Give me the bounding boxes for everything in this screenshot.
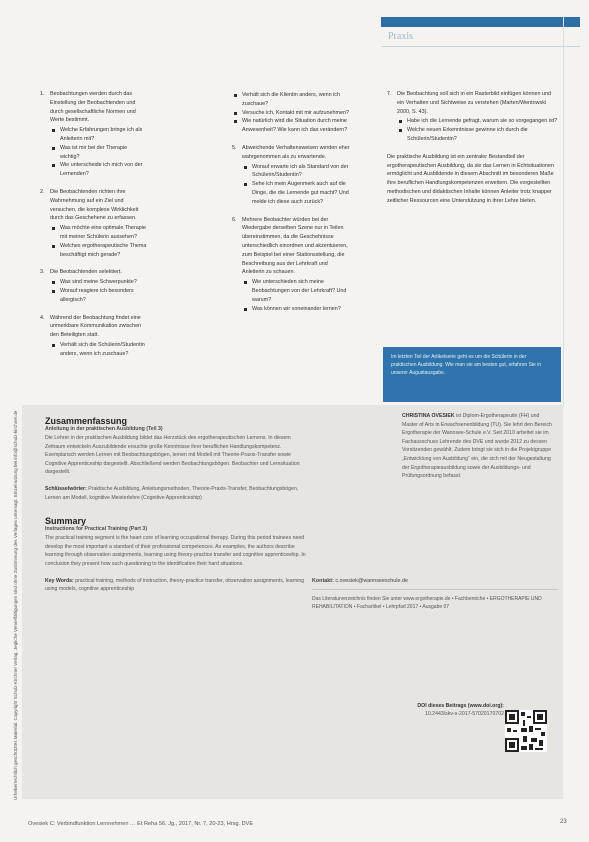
doi-block <box>402 702 504 718</box>
bullet-item: Was möchte eine optimale Therapie mit meiner Schülerin aussehen? <box>50 224 148 242</box>
column-rule <box>563 17 564 407</box>
col1-item <box>40 90 148 179</box>
summary-subtitle: Anleitung in der praktischen Ausbildung (Teil 3) <box>45 426 163 432</box>
item-text: Abweichende Verhaltensweisen werden eher wahrgenommen als zu erwartende. <box>242 144 350 160</box>
bullet-list <box>50 126 148 179</box>
col2-item <box>232 216 350 314</box>
copyright-sidebar: Urheberrechtlich geschütztes Material. Copyright Schulz-Kirchner Verlag. Jegliche Vervielfältigungen sind ohne Zustimmung des Verlages untersagt. Einzelnutzung bei info@schulz-kirchner.de <box>13 410 18 800</box>
column-3 <box>387 90 559 215</box>
contact-email[interactable]: c.ovesiek@wannseeschule.de <box>335 578 408 584</box>
bullet-list <box>50 224 148 259</box>
summary-keywords <box>45 485 307 502</box>
item-number: 3. <box>40 269 45 276</box>
item-number: 4. <box>40 314 45 321</box>
bullet-item: Was sind meine Schwerpunkte? <box>50 278 148 287</box>
bullet-list <box>50 341 148 359</box>
author-name: CHRISTINA OVESIEK <box>402 413 455 419</box>
column-1 <box>40 90 148 368</box>
section-header-bar <box>381 17 580 27</box>
col1-item <box>40 188 148 259</box>
literature-note: Das Literaturverzeichnis finden Sie unter www.ergotherapie.de • Fachbereiche • ERGOTHERAPIE UND REHABILITATION • Fachartikel • Lehrpfad 2017 • Ausgabe 07 <box>312 596 542 611</box>
english-summary-text: The practical training segment is the heart core of learning occupational therapy. During this period trainees need develop the most important a standard of their professional competences. As examples, the authors describe learning through observation assignments, learning using theory-practice transfer and cognitive apprenticeship. In conclusion they present how such questioning to the identification their hard situations. <box>45 535 306 567</box>
callout-box: Im letzten Teil der Artikelserie geht es um die Schülerin in der praktischen Ausbildung. Wie man sie am besten gut, erfahren Sie in unserer Augustausgabe. <box>383 347 561 402</box>
bullet-item: Wie unterscheide ich mich von der Lernenden? <box>50 161 148 179</box>
bullet-item: Worauf erwarte ich als Standard von der Schülerin/Studentin? <box>242 163 350 181</box>
bullet-item: Habe ich die Lernende gefragt, warum sie so vorgegangen ist? <box>397 117 559 126</box>
header-rule <box>381 46 580 47</box>
bullet-item: Verhält sich die Klientin anders, wenn ich zuschaue? <box>232 91 350 109</box>
keywords-text: Praktische Ausbildung, Anleitungsmethoden, Theorie-Praxis-Transfer, Beobachtungsbögen, Lernen am Modell, kognitive Meisterlehre (Cognitive Apprenticeship) <box>45 485 299 501</box>
summary-text: Die Lehrer in der praktischen Ausbildung bildet das Herzstück des ergotherapeutischen Lernens. In diesem Zeitraum entwickeln Auszubildende ersuchte große Kenntnisse ihrer beruflichen Handlungskompetenz. Exemplarisch werden Lernen mit Beobachtungsbögen, lernen mit Modell mit Theorie-Praxis-Transfer sowie Cognitive Apprenticeship dargestellt. Abschließend werden Beobachtungsbögen. Beobachter und Lernsituation dargestellt. <box>45 435 300 476</box>
item-text: Beobachtungen werden durch das Einstellung der Beobachtenden und durch gesellschaftliche Normen und Werte bestimmt. <box>50 91 136 124</box>
item-number: 1. <box>40 91 45 97</box>
keywords-label: Schlüsselwörter: <box>45 485 87 492</box>
item-text: Die Beobachtenden selektiert. <box>50 269 122 276</box>
english-summary-subtitle: Instructions for Practical Training (Part 3) <box>45 526 148 533</box>
item-text: Die Beobachtung soll sich in ein Rasterbild einfügen können und ein Verhalten und Sichtweise zu verstehen (Marten/Wentowski 2000, S. 43). <box>397 91 552 115</box>
bullet-item: Welche Erfahrungen bringe ich als Anleiterin mit? <box>50 126 148 144</box>
author-bio: ist Diplom-Ergotherapeutin (FH) und Master of Arts in Erwachsenenbildung (TU). Sie lehrt den Bereich Ergotherapie der Wannsee-Schule e.V. Seit 2010 arbeitet sie im Fachausschuss Lehrende des DVE und wurde 2012 zu dessen Vorsitzenden gewählt. Zudem bringt sie sich in die Projektgruppe „Entwicklung von Ausbildung“ ein, die sich mit der Neugestaltung der Ergotherapieausbildung sowie der Ausbildungs- und Prüfungsordnung befasst. <box>402 413 552 480</box>
bullet-item: Verhält sich die Schülerin/Studentin anders, wenn ich zuschaue? <box>50 341 148 359</box>
qr-code-icon[interactable] <box>505 710 547 752</box>
item-number: 6. <box>232 216 237 223</box>
item-text: Während der Beobachtung findet eine unmerkbare Kommunikation zwischen den Beteiligten statt. <box>50 314 142 339</box>
bullet-item: Wie unterschieden sich meine Beobachtungen von der Lehrkraft? Und warum? <box>242 278 350 304</box>
bullet-item: Sehe ich mein Augenmerk auch auf die Dinge, die die Lernende gut macht? Und melde ich diese auch zurück? <box>242 180 350 206</box>
bullet-item: Welche neuen Erkenntnisse gewinne ich durch die Schülerin/Studentin? <box>397 126 559 144</box>
author-bio-block <box>402 412 554 481</box>
footer-citation: Ovesiek C: Verbindfunktion Lernnehmen … Et Reha 56. Jg., 2017, Nr. 7, 20-23, Hrsg. DVE <box>28 821 254 827</box>
divider <box>312 589 558 590</box>
bullet-list <box>242 278 350 313</box>
col1-item <box>40 314 148 359</box>
item-number: 5. <box>232 144 237 151</box>
bullet-list <box>242 163 350 207</box>
item-text: Die Beobachtenden richten ihre Wahrnehmung auf ein Ziel und versuchen, die komplexe Wirklichkeit durch das Geschehene zu erfassen. <box>50 188 139 222</box>
english-keywords-label: Key Words: <box>45 577 74 584</box>
item-text: Mehrere Beobachter würden bei der Wiedergabe derselben Szene nur in Teilen übereinstimmen, da die Geschehnisse unterschiedlich einordnen und akzentuieren, zum Beispiel bei einer Stationsstellung, die Beschreibung aus der Lehrkraft und Anleiterin zu schauen. <box>242 216 348 276</box>
bullet-item: Worauf reagiere ich besonders allergisch? <box>50 287 148 305</box>
item-number: 7. <box>387 91 392 97</box>
doi-label: DOI dieses Beitrags (www.doi.org): <box>417 703 504 709</box>
bullet-list <box>232 91 350 135</box>
bullet-item: Welches ergotherapeutische Thema beschäftigt mich gerade? <box>50 242 148 260</box>
bullet-item: Was können wir voneinander lernen? <box>242 305 350 314</box>
col2-item <box>232 144 350 207</box>
item-number: 2. <box>40 188 45 195</box>
bullet-item: Wie natürlich wird die Situation durch meine Anwesenheit? Wie kann ich das verändern? <box>232 117 350 135</box>
bullet-item: Versuche ich, Kontakt mit mir aufzunehmen? <box>232 109 350 118</box>
contact-label: Kontakt: <box>312 578 334 584</box>
english-summary-title: Summary <box>45 516 87 527</box>
col3-item <box>387 90 559 144</box>
english-keywords-text: practical training, methods of instruction, theory-practice transfer, observation assignments, learning using models, cognitive apprenticeship <box>45 577 305 593</box>
column-2 <box>232 90 350 322</box>
doi-value[interactable]: 10.2443/skv-s-2017-57020170702 <box>424 711 504 717</box>
bullet-item: Was ist mir bei der Therapie wichtig? <box>50 144 148 162</box>
contact-line <box>312 578 552 584</box>
summary-title: Zusammenfassung <box>45 416 128 426</box>
bullet-list <box>50 278 148 304</box>
bullet-list <box>397 117 559 143</box>
section-title: Praxis <box>388 31 413 42</box>
col1-item <box>40 268 148 304</box>
conclusion-paragraph: Die praktische Ausbildung ist ein zentraler Bestandteil der ergotherapeutischen Ausbildung, da sie das Lernen in Echtsituationen ermöglicht und Ausbildende in diesem Abschnitt im besonderen Maße ihre beruflichen Handlungskompetenzen erweitern. Die vorgestellten methodischen und didaktischen Inhalte können Anleiter trotz knapper zeitlicher Ressourcen eine Unterstützung in ihrer Lehre bieten. <box>387 153 554 204</box>
summary-box <box>22 405 563 799</box>
english-keywords <box>45 577 307 594</box>
page-number: 23 <box>560 819 567 825</box>
